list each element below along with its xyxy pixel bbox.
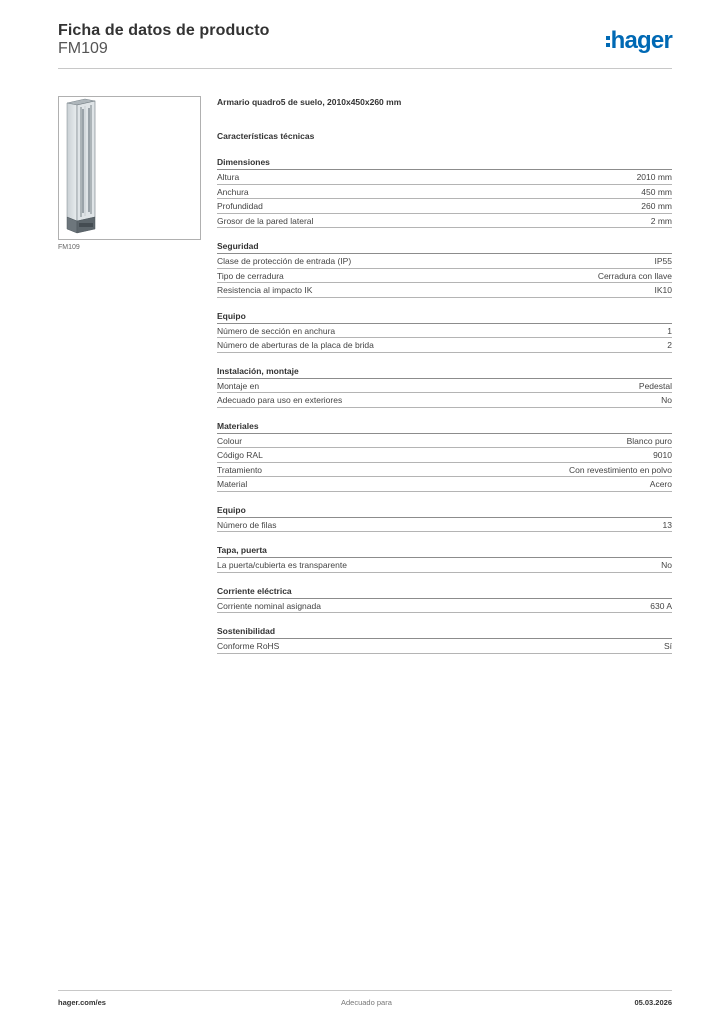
spec-value: 260 mm	[641, 201, 672, 211]
spec-row	[217, 170, 672, 185]
spec-row	[217, 518, 672, 533]
spec-value: Sí	[663, 641, 672, 651]
spec-section	[217, 504, 672, 533]
spec-row	[217, 379, 672, 394]
spec-value: Pedestal	[638, 380, 672, 391]
section-title: Equipo	[217, 310, 672, 324]
spec-value: 630 A	[650, 600, 672, 611]
section-title: Seguridad	[217, 240, 672, 254]
spec-label: Altura	[217, 172, 240, 182]
hager-logo	[606, 26, 672, 56]
image-caption: FM109	[58, 244, 80, 251]
spec-label: Número de aberturas de la placa de brida	[217, 340, 374, 350]
spec-label: Material	[217, 479, 248, 489]
spec-label: Clase de protección de entrada (IP)	[217, 256, 352, 266]
spec-value: No	[661, 560, 672, 570]
spec-row	[217, 558, 672, 573]
spec-value: Acero	[649, 479, 672, 489]
footer-website: hager.com/es	[58, 998, 106, 1007]
header-divider	[58, 68, 672, 69]
section-title: Dimensiones	[217, 156, 672, 170]
spec-label: Resistencia al impacto IK	[217, 285, 313, 295]
section-title: Equipo	[217, 504, 672, 518]
footer-note: Adecuado para	[341, 998, 392, 1007]
spec-label: Grosor de la pared lateral	[217, 215, 314, 226]
spec-row	[217, 448, 672, 463]
spec-section	[217, 310, 672, 353]
spec-label: Adecuado para uso en exteriores	[217, 395, 343, 405]
spec-section	[217, 585, 672, 614]
spec-row	[217, 254, 672, 269]
spec-row	[217, 199, 672, 214]
spec-row	[217, 324, 672, 339]
spec-row	[217, 393, 672, 408]
logo-text: hager	[610, 27, 672, 54]
spec-value: No	[661, 395, 672, 405]
spec-content	[217, 96, 672, 654]
spec-section	[217, 365, 672, 408]
spec-section	[217, 156, 672, 228]
logo-dots-icon	[606, 36, 610, 47]
spec-section	[217, 420, 672, 492]
section-title: Corriente eléctrica	[217, 585, 672, 599]
spec-label: Profundidad	[217, 201, 263, 211]
spec-label: Tratamiento	[217, 464, 263, 475]
floor-cabinet-illustration	[59, 97, 200, 239]
spec-value: 2010 mm	[636, 172, 672, 182]
spec-row	[217, 269, 672, 284]
section-title: Tapa, puerta	[217, 544, 672, 558]
specs-heading: Características técnicas	[217, 131, 315, 141]
spec-label: Código RAL	[217, 450, 263, 460]
spec-value: IK10	[654, 285, 672, 295]
product-reference: FM109	[58, 40, 108, 57]
page-header	[58, 20, 672, 70]
spec-label: Colour	[217, 435, 243, 446]
spec-row	[217, 477, 672, 492]
spec-row	[217, 639, 672, 654]
spec-value: Blanco puro	[626, 435, 672, 446]
product-image	[58, 96, 201, 240]
spec-section	[217, 544, 672, 573]
document-title: Ficha de datos de producto	[58, 22, 270, 39]
spec-label: Anchura	[217, 186, 249, 197]
spec-label: Montaje en	[217, 380, 260, 391]
spec-value: 2	[667, 340, 672, 350]
spec-value: IP55	[654, 256, 672, 266]
section-title: Materiales	[217, 420, 672, 434]
footer-divider	[58, 990, 672, 991]
section-title: Instalación, montaje	[217, 365, 672, 379]
footer-date: 05.03.2026	[634, 998, 672, 1007]
spec-value: 13	[662, 519, 672, 530]
product-name: Armario quadro5 de suelo, 2010x450x260 mm	[217, 97, 402, 107]
spec-row	[217, 599, 672, 614]
spec-section	[217, 625, 672, 654]
spec-value: 2 mm	[650, 215, 672, 226]
spec-sections	[217, 156, 672, 654]
spec-section	[217, 240, 672, 298]
spec-label: Corriente nominal asignada	[217, 600, 321, 611]
spec-value: 450 mm	[641, 186, 672, 197]
spec-value: 9010	[653, 450, 672, 460]
spec-label: Número de sección en anchura	[217, 325, 336, 336]
spec-row	[217, 434, 672, 449]
spec-label: La puerta/cubierta es transparente	[217, 560, 347, 570]
spec-row	[217, 185, 672, 200]
spec-row	[217, 338, 672, 353]
spec-row	[217, 463, 672, 478]
spec-label: Número de filas	[217, 519, 277, 530]
spec-row	[217, 214, 672, 229]
spec-label: Conforme RoHS	[217, 641, 280, 651]
spec-value: Cerradura con llave	[597, 270, 672, 281]
spec-value: 1	[667, 325, 672, 336]
section-title: Sostenibilidad	[217, 625, 672, 639]
spec-label: Tipo de cerradura	[217, 270, 284, 281]
spec-value: Con revestimiento en polvo	[568, 464, 672, 475]
spec-row	[217, 283, 672, 298]
